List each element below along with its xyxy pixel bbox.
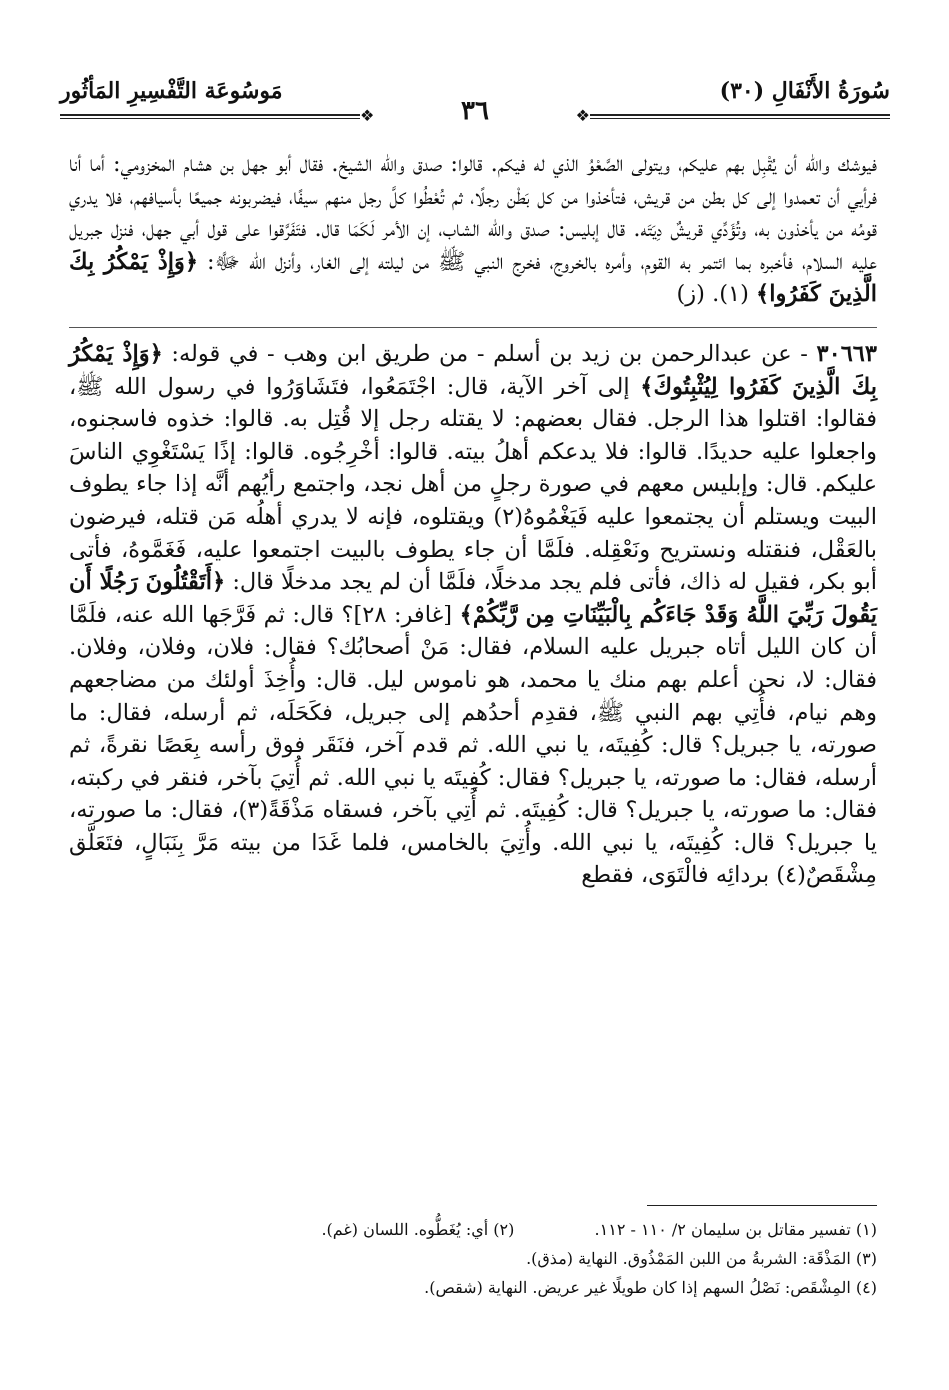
page-number: ٣٦ — [449, 96, 501, 126]
entry-number: ٣٠٦٦٣ — [816, 340, 877, 367]
paragraph — [69, 148, 877, 311]
text-span: فيوشك والله أن يُقْبِل بهم عليكم، ويتولى الصَّعْوُ الذي له فيكم. قالوا: صدق والله الشيخ. فقال أبو جهل بن هشام المخزومي: أما أنا فرأيي أن تعمدوا إلى كل بطن من قريش، فتأخذوا من كل بَطْن رجلًا، ثم تُعْطُوا كلَّ رجل منهم سيفًا، فيضربونه جميعًا بأسيافهم، فلا يدري قومُه من يأخذون به، وتُؤَدِّي قريشٌ دِيَتَه. قال إبليس: صدق والله الشاب، إن الأمر لَكَمَا قال. فتَفَرَّقوا على قول أبي جهل، فنزل جبريل عليه السلام، فأخبره بما ائتمر به القوم، وأمره بالخروج، فخرج النبي ﷺ من ليلته إلى الغار، وأنزل الله ﷻ: — [69, 151, 878, 275]
book-title: مَوسُوعَة التَّفْسِيرِ المَأثُور — [60, 78, 283, 104]
header-rule-right — [590, 114, 890, 116]
header-thin-rule-left — [60, 118, 360, 119]
surah-title: سُورَةُ الأَنْفَالِ (٣٠) — [719, 78, 890, 104]
ornament-icon: ❖ — [360, 106, 375, 125]
text-span: - عن عبدالرحمن بن زيد بن أسلم - من طريق ابن وهب - في قوله: — [171, 340, 808, 367]
main-text — [69, 148, 877, 892]
text-span: إلى آخر الآية، قال: اجْتَمَعُوا، فتَشَاوَرُوا في رسول الله ﷺ، فقالوا: اقتلوا هذا الرجل. فقال بعضهم: لا يقتله رجل إلا قُتِل به. قالوا: خذوه فاسجنوه، واجعلوا عليه حديدًا. قالوا: فلا يدعكم أهلُ بيته. قالوا: أخْرِجُوه. قالوا: إذًا يَسْتَغْوِي الناسَ عليكم. قال: وإبليس معهم في صورة رجلٍ من أهل نجد، واجتمع رأيُهم أنَّه إذا جاء يطوف البيت ويستلم أن يجتمعوا عليه فَيَغْمُوهُ(٢) ويقتلوه، فإنه لا يدري أهلُه مَن قتله، فيرضون بالعَقْل، فنقتله ونستريح ونَعْقِله. فلَمَّا أن جاء يطوف بالبيت اجتمعوا عليه، فَغَمَّوهُ، فأتى أبو بكر، فقيل له ذاك، فأتى فلم يجد مدخلًا، فلَمَّا أن لم يجد مدخلًا قال: — [69, 373, 877, 596]
header-thin-rule-right — [590, 118, 890, 119]
footnote-line — [69, 1215, 877, 1244]
footnote: (٣) المَذْقَة: الشربةُ من اللبن المَمْذُوق. النهاية (مذق). — [526, 1249, 877, 1268]
quran-verse: ﴿وَإِذْ يَمْكُرُ بِكَ الَّذِينَ كَفَرُوا﴾ — [69, 248, 877, 308]
quran-verse: ﴿أَتَقْتُلُونَ رَجُلًا أَن يَقُولَ رَبِّيَ اللَّهُ وَقَدْ جَاءَكُم بِالْبَيِّنَاتِ مِن رَّبِّكُمْ﴾ — [69, 569, 877, 628]
footnote-rule — [647, 1205, 877, 1206]
footnote-line — [69, 1273, 877, 1302]
text-span: [غافر: ٢٨]؟ قال: ثم فَرَّجَها الله عنه، فلَمَّا أن كان الليل أتاه جبريل عليه السلام، فقال: مَنْ أصحابُك؟ فقال: فلان، وفلان، وفلان. فقال: لا، نحن أعلم بهم منك يا محمد، هو ناموس ليل. قال: وأُخِذَ أولئك من مضاجعهم وهم نيام، فأُتِي بهم النبي ﷺ، فقدِم أحدُهم إلى جبريل، فكَحَلَه، ثم أرسله، فقال: ما صورته، يا جبريل؟ قال: كُفِيتَه، يا نبي الله. ثم قدم آخر، فنَقَر فوق رأسه بِعَصًا نقرةً، ثم أرسله، فقال: ما صورته، يا جبريل؟ فقال: كُفِيتَه يا نبي الله. ثم أُتِيَ بآخر، فنقر في ركبته، فقال: ما صورته، يا جبريل؟ قال: كُفِيتَه. ثم أُتِي بآخر، فسقاه مَذْقَةً(٣)، فقال: ما صورته، يا جبريل؟ قال: كُفِيتَه، يا نبي الله. وأُتِيَ بالخامس، فلما غَدَا من بيته مَرَّ بِنَبَالٍ، فتَعَلَّق مِشْقَصٌ(٤) بردائِه فالْتَوَى، فقطع — [69, 601, 877, 889]
quran-verse: ﴿وَإِذْ يَمْكُرُ بِكَ الَّذِينَ كَفَرُوا لِيُثْبِتُوكَ﴾ — [69, 340, 877, 400]
header-rule-left — [60, 114, 360, 116]
paragraph — [69, 338, 877, 892]
footnote-line — [69, 1244, 877, 1273]
footnote: (٢) أي: يُغَطُّوه. اللسان (غم). — [321, 1220, 515, 1239]
entry-separator — [69, 317, 877, 328]
text-span: (١). (ز) — [676, 281, 749, 308]
footnote: (١) تفسير مقاتل بن سليمان ٢/ ١١٠ - ١١٢. — [594, 1220, 877, 1239]
footnote: (٤) المِشْقَص: نَصْلُ السهم إذا كان طويلًا غير عريض. النهاية (شقص). — [424, 1278, 877, 1297]
ornament-icon: ❖ — [575, 106, 590, 125]
footnotes — [69, 1215, 877, 1302]
page-header — [60, 70, 890, 130]
